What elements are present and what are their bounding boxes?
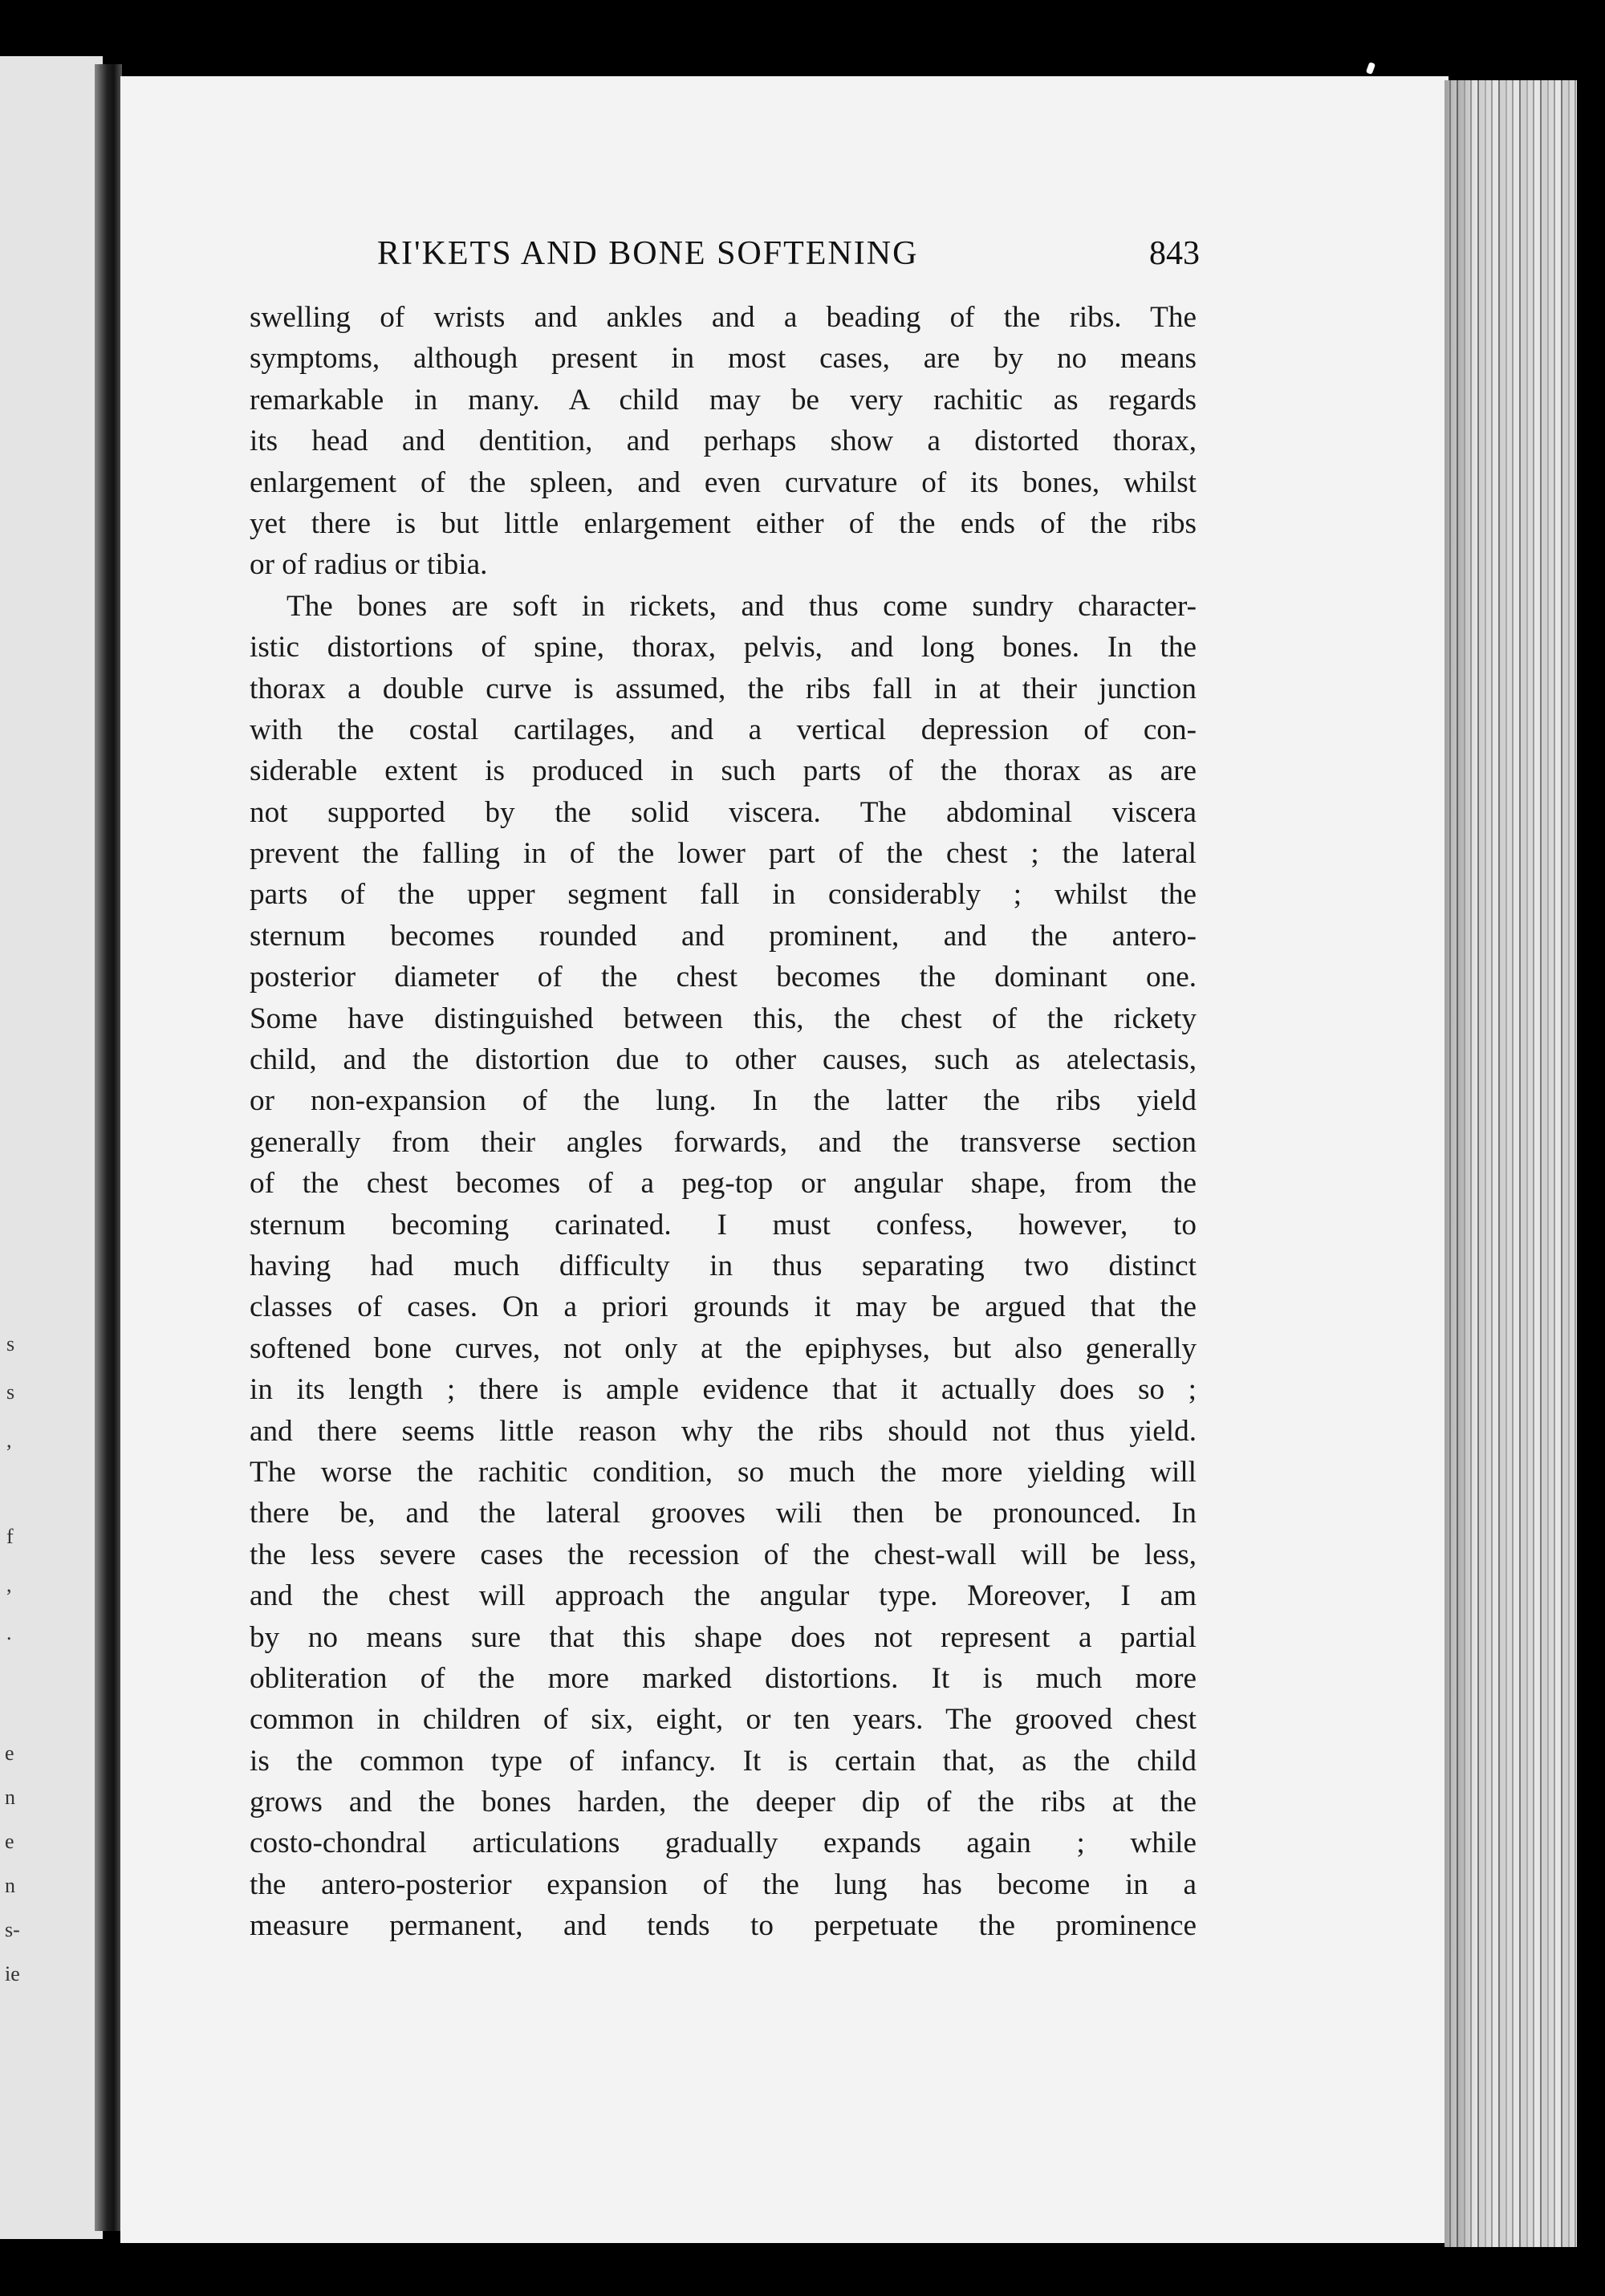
text-line: thorax a double curve is assumed, the ribs fall in at their junction bbox=[250, 672, 1197, 705]
text-line: classes of cases. On a priori grounds it may be argued that the bbox=[250, 1290, 1197, 1324]
text-line: sternum becomes rounded and prominent, and the antero- bbox=[250, 919, 1197, 953]
text-line: obliteration of the more marked distortions. It is much more bbox=[250, 1661, 1197, 1695]
text-line: prevent the falling in of the lower part of the chest ; the lateral bbox=[250, 837, 1197, 871]
text-line: common in children of six, eight, or ten years. The grooved chest bbox=[250, 1703, 1197, 1737]
text-line: parts of the upper segment fall in considerably ; whilst the bbox=[250, 878, 1197, 912]
margin-fragment: f bbox=[6, 1525, 14, 1548]
text-line: is the common type of infancy. It is certain that, as the child bbox=[250, 1744, 1197, 1778]
text-line: grows and the bones harden, the deeper dip of the ribs at the bbox=[250, 1786, 1197, 1819]
body-text bbox=[250, 297, 1197, 1947]
text-line: sternum becoming carinated. I must confess, however, to bbox=[250, 1208, 1197, 1241]
margin-fragment: . bbox=[6, 1621, 12, 1644]
page-edge-shadow bbox=[1444, 80, 1477, 2247]
margin-fragment: n bbox=[5, 1874, 15, 1897]
running-header-title: RI'KETS AND BONE SOFTENING bbox=[377, 235, 919, 272]
margin-fragment: s bbox=[6, 1332, 15, 1355]
text-line: or of radius or tibia. bbox=[250, 548, 488, 582]
text-line: the antero-posterior expansion of the lung has become in a bbox=[250, 1867, 1197, 1901]
text-line: the less severe cases the recession of the chest-wall will be less, bbox=[250, 1538, 1197, 1571]
margin-fragment: s- bbox=[5, 1918, 20, 1941]
text-line: enlargement of the spleen, and even curvature of its bones, whilst bbox=[250, 465, 1197, 499]
text-line: or non-expansion of the lung. In the latter the ribs yield bbox=[250, 1084, 1197, 1118]
margin-fragment: e bbox=[5, 1830, 14, 1853]
text-line: with the costal cartilages, and a vertical depression of con- bbox=[250, 713, 1197, 746]
margin-fragment: , bbox=[6, 1428, 12, 1452]
text-line: symptoms, although present in most cases, are by no means bbox=[250, 342, 1197, 376]
text-line: swelling of wrists and ankles and a beading of the ribs. The bbox=[250, 301, 1197, 334]
margin-fragment: , bbox=[6, 1573, 12, 1596]
text-line: there be, and the lateral grooves wili then be pronounced. In bbox=[250, 1497, 1197, 1530]
margin-fragment: s bbox=[6, 1380, 15, 1404]
text-line: having had much difficulty in thus separating two distinct bbox=[250, 1249, 1197, 1282]
margin-fragment: n bbox=[5, 1786, 15, 1809]
text-line: not supported by the solid viscera. The abdominal viscera bbox=[250, 795, 1197, 829]
text-line: in its length ; there is ample evidence that it actually does so ; bbox=[250, 1373, 1197, 1407]
text-line: its head and dentition, and perhaps show a distorted thorax, bbox=[250, 425, 1197, 458]
margin-fragment: ie bbox=[5, 1962, 20, 1985]
text-line: istic distortions of spine, thorax, pelvis, and long bones. In the bbox=[250, 631, 1197, 664]
text-line: The worse the rachitic condition, so much the more yielding will bbox=[250, 1455, 1197, 1489]
page-number: 843 bbox=[1149, 235, 1200, 272]
scan-speck bbox=[1366, 62, 1375, 75]
text-line: of the chest becomes of a peg-top or angular shape, from the bbox=[250, 1167, 1197, 1201]
text-line: siderable extent is produced in such parts of the thorax as are bbox=[250, 754, 1197, 788]
text-line: Some have distinguished between this, the chest of the rickety bbox=[250, 1002, 1197, 1035]
margin-fragment: e bbox=[5, 1741, 14, 1765]
text-line: softened bone curves, not only at the epiphyses, but also generally bbox=[250, 1331, 1197, 1365]
text-line: yet there is but little enlargement either of the ends of the ribs bbox=[250, 506, 1197, 540]
text-line: generally from their angles forwards, and the transverse section bbox=[250, 1125, 1197, 1159]
text-line: The bones are soft in rickets, and thus come sundry character- bbox=[286, 589, 1197, 623]
text-line: remarkable in many. A child may be very rachitic as regards bbox=[250, 383, 1197, 417]
text-line: costo-chondral articulations gradually expands again ; while bbox=[250, 1827, 1197, 1860]
text-line: posterior diameter of the chest becomes the dominant one. bbox=[250, 961, 1197, 994]
text-line: measure permanent, and tends to perpetuate the prominence bbox=[250, 1909, 1197, 1943]
text-line: and there seems little reason why the ribs should not thus yield. bbox=[250, 1414, 1197, 1448]
previous-page-edge bbox=[0, 56, 103, 2239]
text-line: by no means sure that this shape does not represent a partial bbox=[250, 1620, 1197, 1654]
book-gutter bbox=[95, 64, 122, 2231]
text-line: and the chest will approach the angular type. Moreover, I am bbox=[250, 1579, 1197, 1613]
text-line: child, and the distortion due to other causes, such as atelectasis, bbox=[250, 1043, 1197, 1077]
